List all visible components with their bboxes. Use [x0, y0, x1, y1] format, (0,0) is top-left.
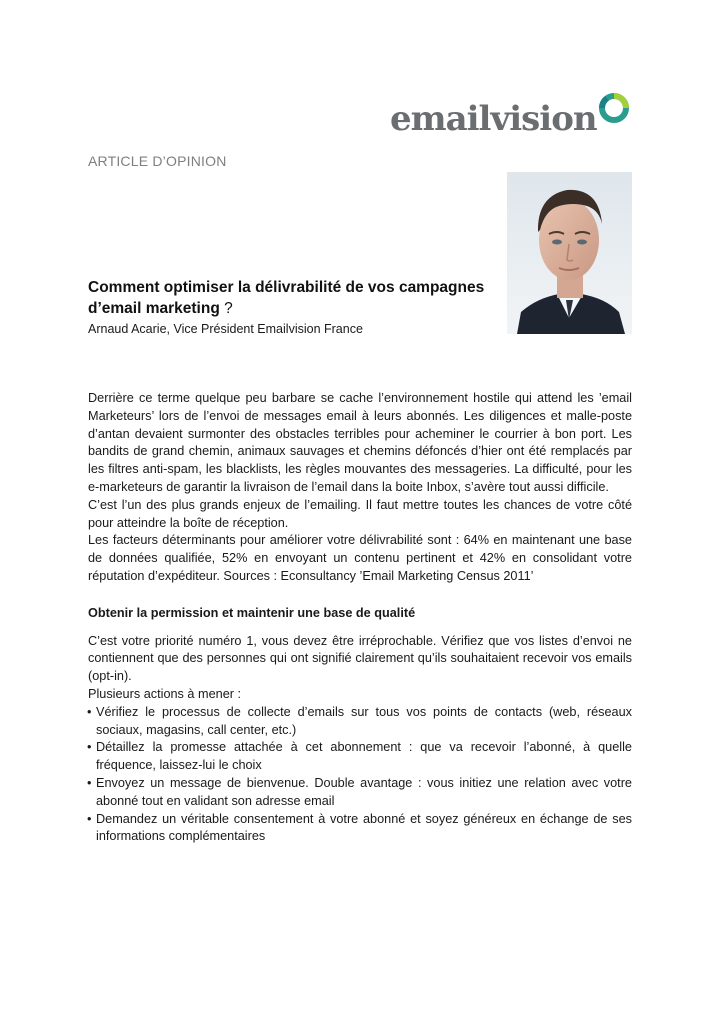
list-item [88, 704, 632, 740]
action-list [88, 704, 632, 846]
paragraph-stakes: C’est l’un des plus grands enjeux de l’emailing. Il faut mettre toutes les chances de votre côté pour atteindre la boîte de réception. [88, 497, 632, 530]
article-author: Arnaud Acarie, Vice Président Emailvision France [88, 322, 363, 336]
title-line-2: d’email marketing [88, 300, 220, 317]
title-question-mark: ? [219, 300, 233, 317]
list-item [88, 739, 632, 775]
list-item-text: Vérifiez le processus de collecte d’emails sur tous vos points de contacts (web, réseaux sociaux, magasins, call center, etc.) [96, 704, 632, 737]
list-item-text: Envoyez un message de bienvenue. Double avantage : vous initiez une relation avec votre abonné tout en validant son adresse email [96, 775, 632, 808]
list-item-text: Détaillez la promesse attachée à cet abonnement : que va recevoir l’abonné, à quelle fréquence, laissez-lui le choix [96, 740, 632, 773]
paragraph-intro: Derrière ce terme quelque peu barbare se cache l’environnement hostile qui attend les ’email Marketeurs’ lors de l’envoi de messages email à leurs abonnés. Les diligences et malle-poste d’antan devaient surmonter des obstacles terribles pour acheminer le courrier à bon port. Les bandits de grand chemin, animaux sauvages et chemins défoncés d’hier ont été remplacés par les filtres anti-spam, les blacklists, les règles mouvantes des messageries. La difficulté, pour les e-marketeurs de garantir la livraison de l’email dans la boite Inbox, s’avère tout aussi difficile. [88, 391, 632, 494]
section-heading: Obtenir la permission et maintenir une base de qualité [88, 605, 416, 620]
list-item [88, 775, 632, 811]
article-body [88, 390, 632, 846]
article-heading-block [88, 277, 488, 338]
logo-wordmark: emailvision [390, 99, 597, 139]
title-line-1: Comment optimiser la délivrabilité de vos campagnes [88, 279, 485, 296]
bullet-icon: • [87, 811, 92, 826]
bullet-icon: • [87, 775, 92, 790]
article-title [88, 277, 488, 319]
ring-logo-icon [598, 92, 630, 124]
paragraph-actions-intro: Plusieurs actions à mener : [88, 686, 242, 701]
bullet-icon: • [87, 740, 92, 755]
bullet-icon: • [87, 704, 92, 719]
paragraph-factors: Les facteurs déterminants pour améliorer votre délivrabilité sont : 64% en maintenant une base de données qualifiée, 52% en envoyant un contenu pertinent et 42% en consolidant votre réputation d’expéditeur. Sources : Econsultancy ’Email Marketing Census 2011’ [88, 533, 632, 583]
portrait-photo [507, 172, 632, 334]
paragraph-priority: C’est votre priorité numéro 1, vous devez être irréprochable. Vérifiez que vos listes d’envoi ne contiennent que des personnes qui ont signifié clairement qu’ils souhaitaient recevoir vos emails (opt-in). [88, 633, 632, 684]
article-type-label: ARTICLE D’OPINION [88, 153, 227, 169]
list-item [88, 811, 632, 847]
emailvision-logo [390, 86, 630, 139]
list-item-text: Demandez un véritable consentement à votre abonné et soyez généreux en échange de ses informations complémentaires [96, 811, 632, 844]
author-portrait [507, 172, 632, 334]
